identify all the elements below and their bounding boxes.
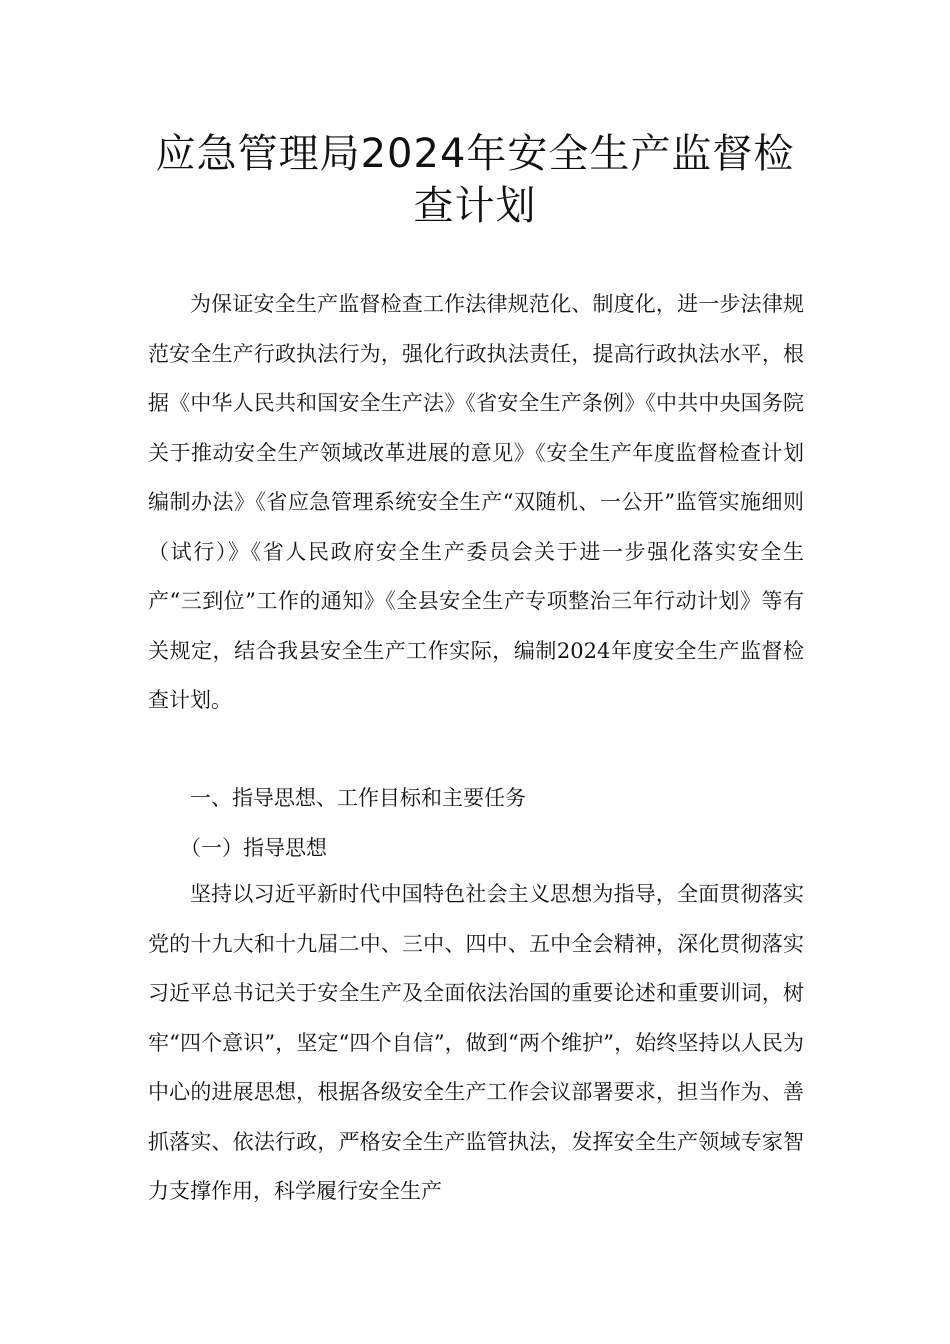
subsection-heading: （一）指导思想	[180, 836, 327, 860]
section-heading: 一、指导思想、工作目标和主要任务	[190, 786, 526, 810]
intro-paragraph: 为保证安全生产监督检查工作法律规范化、制度化，进一步法律规范安全生产行政执法行为，强化行政执法责任，提高行政执法水平，根据《中华人民共和国安全生产法》《省安全生产条例》《中共中央国务院关于推动安全生产领域改革进展的意见》《安全生产年度监督检查计划编制办法》《省应急管理系统安全生产“双随机、一公开”监管实施细则（试行）》《省人民政府安全生产委员会关于进一步强化落实安全生产“三到位”工作的通知》《全县安全生产专项整治三年行动计划》等有关规定，结合我县安全生产工作实际，编制2024年度安全生产监督检查计划。	[148, 292, 804, 712]
document-title: 应急管理局2024年安全生产监督检查计划	[155, 131, 795, 229]
guiding-paragraph: 坚持以习近平新时代中国特色社会主义思想为指导，全面贯彻落实党的十九大和十九届二中、三中、四中、五中全会精神，深化贯彻落实习近平总书记关于安全生产及全面依法治国的重要论述和重要训词，树牢“四个意识”，坚定“四个自信”，做到“两个维护”，始终坚持以人民为中心的进展思想，根据各级安全生产工作会议部署要求，担当作为、善抓落实、依法行政，严格安全生产监管执法，发挥安全生产领域专家智力支撑作用，科学履行安全生产	[148, 882, 804, 1203]
